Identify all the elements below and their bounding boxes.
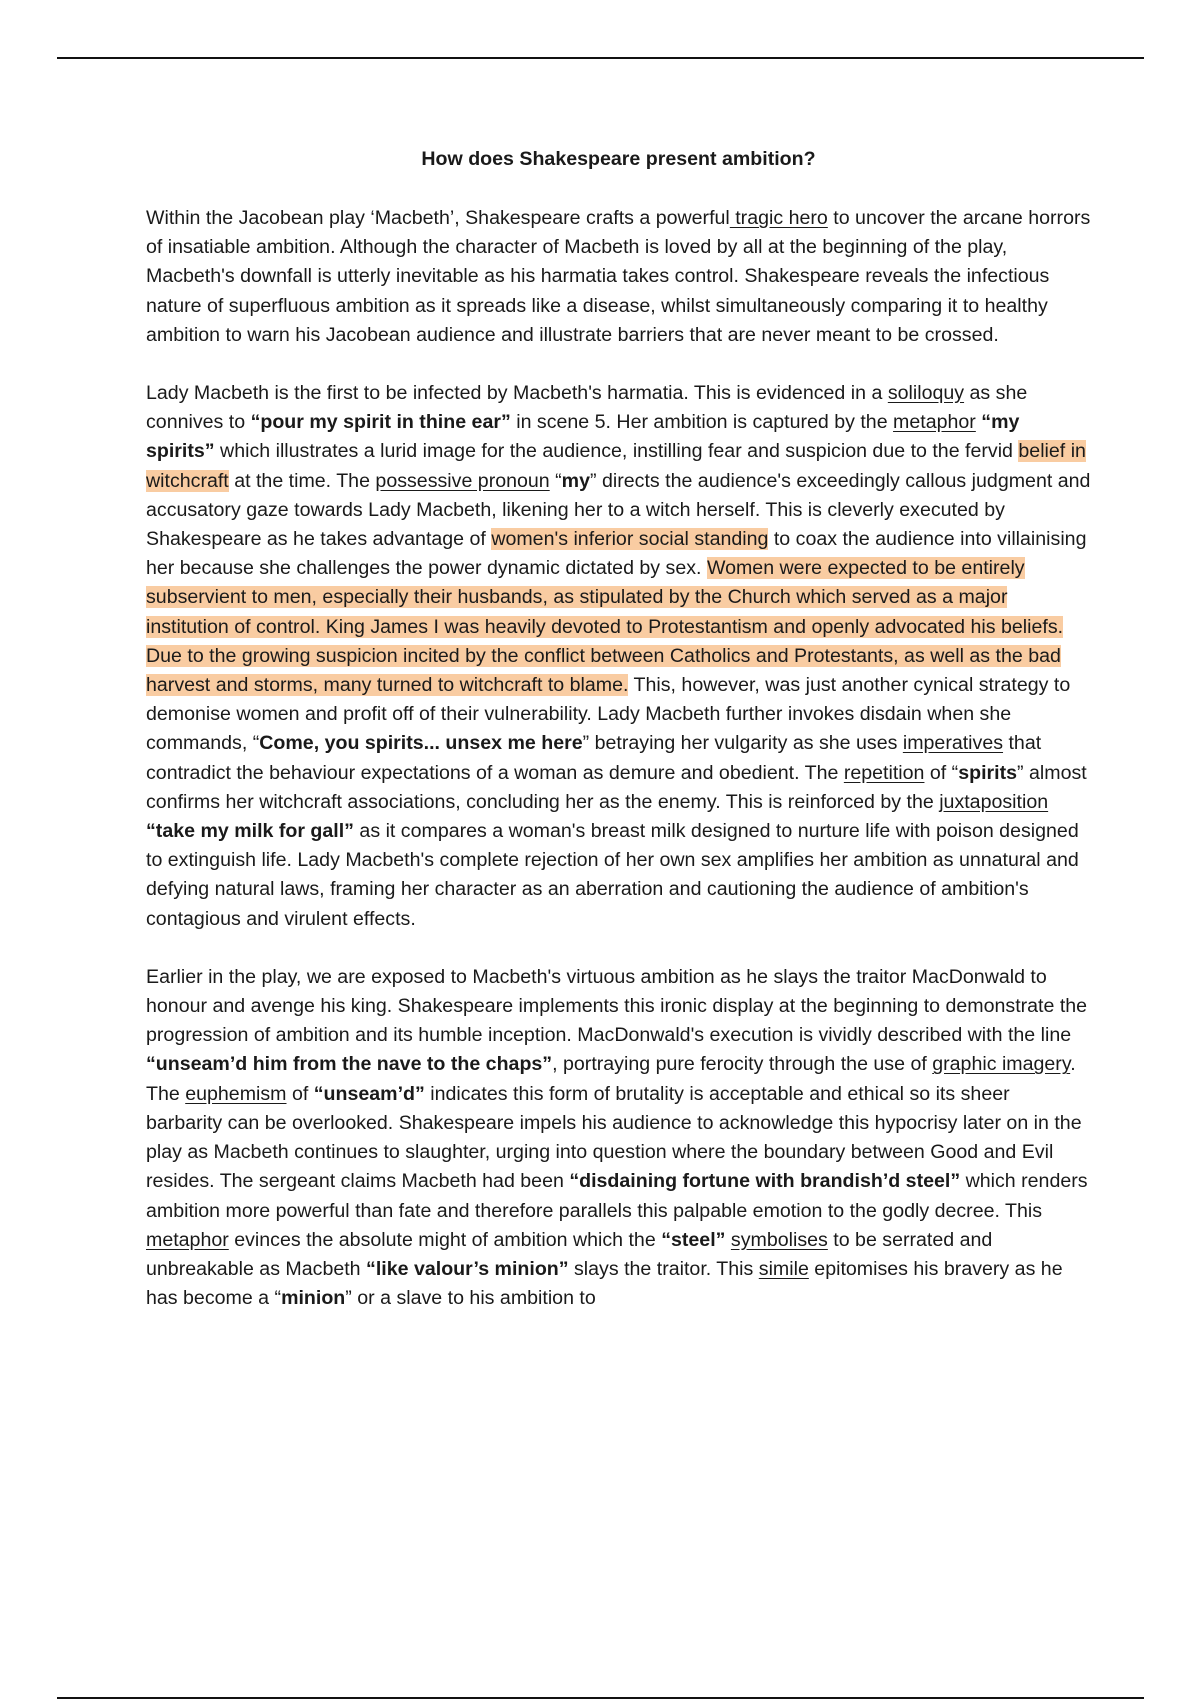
text-run: as she connives to (146, 382, 1028, 434)
essay-paragraph (146, 963, 1091, 1313)
quotation-bold: Come, you spirits... unsex me here (259, 732, 583, 755)
text-run: . The (146, 1053, 1076, 1105)
text-run: at the time. The (228, 469, 376, 492)
context-highlight: women's inferior social standing (491, 528, 769, 551)
technique-term: simile (758, 1257, 809, 1280)
text-run: of (286, 1082, 314, 1105)
essay-paragraph (146, 204, 1091, 350)
context-highlight: belief in witchcraft (146, 440, 1086, 492)
text-run: , portraying pure ferocity through the use of (552, 1053, 933, 1076)
quotation-bold: “pour my spirit in thine ear” (250, 411, 511, 434)
text-run: ” directs the audience's exceedingly callous judgment and accusatory gaze towards Lady Macbeth, likening her to a witch herself. This is cleverly executed by Shakespeare as he takes advantage of (146, 469, 1091, 551)
context-highlight: Women were expected to be entirely subservient to men, especially their husbands, as stipulated by the Church which served as a major institution of control. King James I was heavily devoted to Protestantism and openly advocated his beliefs. Due to the growing suspicion incited by the conflict between Catholics and Protestants, as well as the bad harvest and storms, many turned to witchcraft to blame. (146, 557, 1064, 697)
page-title: How does Shakespeare present ambition? (421, 148, 816, 170)
technique-term: soliloquy (887, 382, 965, 405)
text-run: as it compares a woman's breast milk designed to nurture life with poison designed to extinguish life. Lady Macbeth's complete rejection of her own sex amplifies her ambition as unnatural and defying natural laws, framing her character as an aberration and cautioning the audience of ambition's contagious and virulent effects. (146, 820, 1079, 930)
text-run: Within the Jacobean play ‘Macbeth’, Shakespeare crafts a powerful (146, 207, 730, 229)
quotation-bold: minion (281, 1287, 346, 1310)
technique-term: possessive pronoun (375, 469, 550, 492)
quotation-bold: “steel” (661, 1228, 726, 1251)
quotation-bold: my (561, 469, 590, 492)
text-run: Earlier in the play, we are exposed to Macbeth's virtuous ambition as he slays the traitor MacDonwald to honour and avenge his king. Shakespeare implements this ironic display at the beginning to demonstrate the progression of ambition and its humble inception. MacDonwald's execution is vividly described with the line (146, 965, 1088, 1047)
technique-term: symbolises (730, 1228, 828, 1251)
technique-term: repetition (843, 761, 925, 784)
text-run: to be serrated and unbreakable as Macbeth (146, 1228, 993, 1280)
text-run: ” betraying her vulgarity as she uses (582, 732, 903, 755)
quotation-bold: “unseam’d him from the nave to the chaps” (146, 1053, 553, 1076)
quotation-bold: “my spirits” (146, 411, 1020, 463)
technique-term: metaphor (893, 411, 976, 434)
header-rule (57, 57, 1144, 59)
text-run: in scene 5. Her ambition is captured by the (510, 411, 894, 434)
text-run: to uncover the arcane horrors of insatiable ambition. Although the character of Macbeth is loved by all at the beginning of the play, Macbeth's downfall is utterly inevitable as his harmatia takes control. Shakespeare reveals the infectious nature of superfluous ambition as it spreads like a disease, whilst simultaneously comparing it to healthy ambition to warn his Jacobean audience and illustrate barriers that are never meant to be crossed. (146, 207, 1091, 346)
text-run: to coax the audience into villainising her because she challenges the power dynamic dictated by sex. (146, 528, 1087, 580)
text-run: evinces the absolute might of ambition which the (228, 1228, 662, 1251)
technique-term: juxtaposition (939, 790, 1049, 813)
document-body (146, 144, 1091, 1342)
text-run: which illustrates a lurid image for the audience, instilling fear and suspicion due to the fervid (214, 440, 1019, 463)
technique-term: euphemism (185, 1082, 287, 1105)
technique-term: tragic hero (729, 207, 828, 229)
text-run: of “ (924, 761, 959, 784)
text-run: Lady Macbeth is the first to be infected by Macbeth's harmatia. This is evidenced in a (146, 382, 888, 405)
footer-rule (57, 1697, 1144, 1699)
quotation-bold: “disdaining fortune with brandish’d steel” (569, 1170, 961, 1193)
essay-paragraph (146, 379, 1091, 934)
technique-term: imperatives (902, 732, 1004, 755)
text-run: slays the traitor. This (568, 1257, 759, 1280)
text-run: ” almost confirms her witchcraft associations, concluding her as the enemy. This is reinforced by the (146, 761, 1087, 813)
quotation-bold: “like valour’s minion” (366, 1257, 569, 1280)
text-run: which renders ambition more powerful than fate and therefore parallels this palpable emotion to the godly decree. This (146, 1170, 1088, 1222)
text-run: that contradict the behaviour expectations of a woman as demure and obedient. The (146, 732, 1042, 784)
quotation-bold: “take my milk for gall” (146, 820, 354, 843)
technique-term: graphic imagery (932, 1053, 1071, 1076)
quotation-bold: “unseam’d” (313, 1082, 425, 1105)
text-run: indicates this form of brutality is acceptable and ethical so its sheer barbarity can be overlooked. Shakespeare impels his audience to acknowledge this hypocrisy later on in the play as Macbeth continues to slaughter, urging into question where the boundary between Good and Evil resides. The sergeant claims Macbeth had been (146, 1082, 1082, 1193)
text-run: This, however, was just another cynical strategy to demonise women and profit off of their vulnerability. Lady Macbeth further invokes disdain when she commands, “ (146, 674, 1071, 755)
text-run: epitomises his bravery as he has become a “ (146, 1257, 1063, 1310)
technique-term: metaphor (146, 1228, 229, 1251)
quotation-bold: spirits (958, 761, 1018, 784)
text-run: “ (549, 469, 562, 492)
text-run: ” or a slave to his ambition to (345, 1287, 596, 1310)
essay-paragraphs (146, 204, 1091, 1313)
